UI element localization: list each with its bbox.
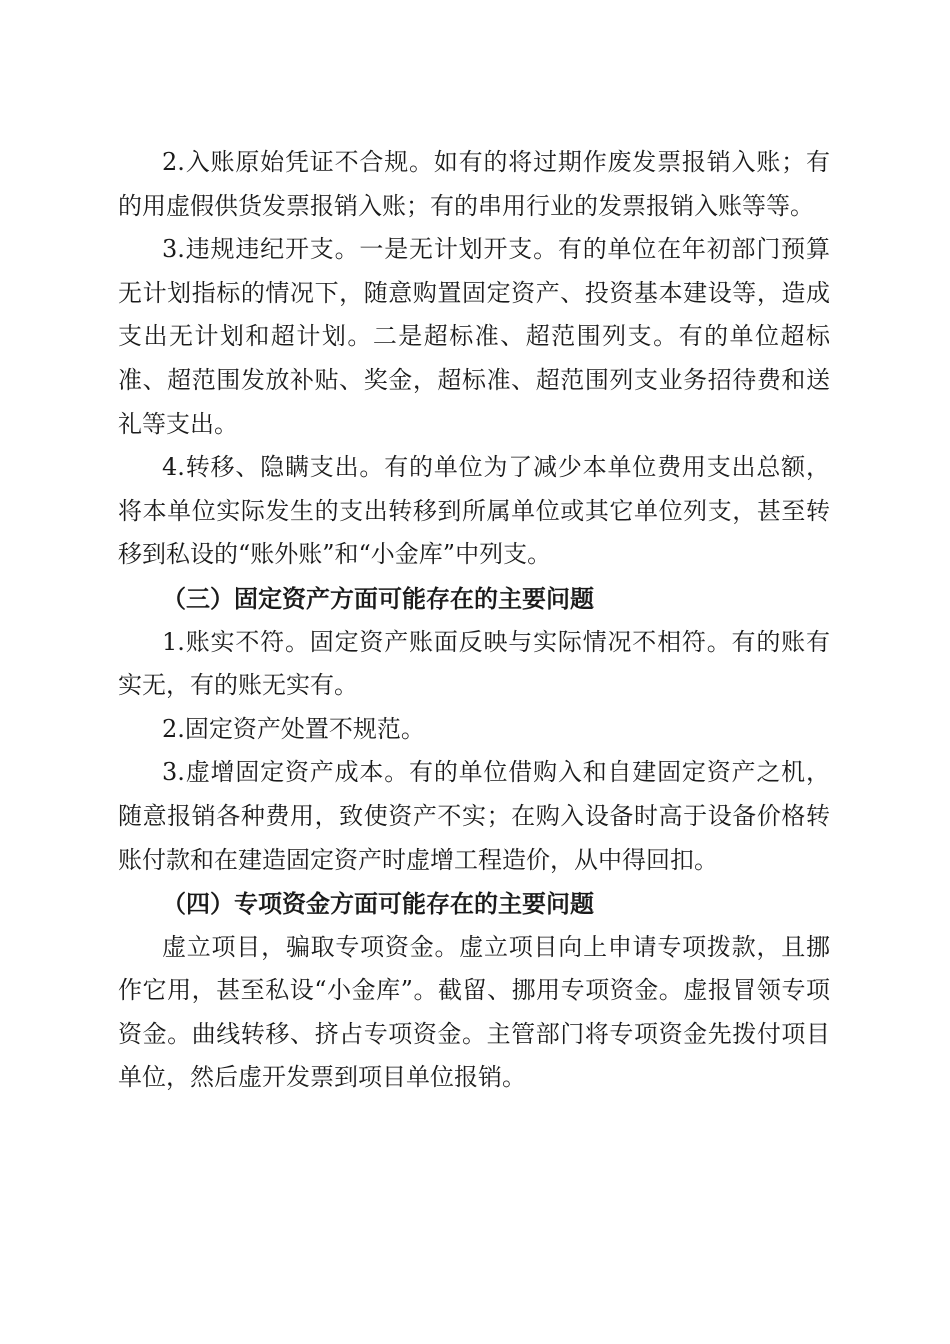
paragraph-invoice-compliance: 2.入账原始凭证不合规。如有的将过期作废发票报销入账；有的用虚假供货发票报销入账；有的串用行业的发票报销入账等等。 bbox=[118, 148, 830, 220]
paragraph-inflated-asset-cost: 3.虚增固定资产成本。有的单位借购入和自建固定资产之机，随意报销各种费用，致使资产不实；在购入设备时高于设备价格转账付款和在建造固定资产时虚增工程造价，从中得回扣。 bbox=[118, 758, 830, 874]
paragraph-irregular-expenditure: 3.违规违纪开支。一是无计划开支。有的单位在年初部门预算无计划指标的情况下，随意购置固定资产、投资基本建设等，造成支出无计划和超计划。二是超标准、超范围列支。有的单位超标准、超范围发放补贴、奖金，超标准、超范围列支业务招待费和送礼等支出。 bbox=[118, 235, 830, 438]
paragraph-transfer-expenditure: 4.转移、隐瞒支出。有的单位为了减少本单位费用支出总额，将本单位实际发生的支出转移到所属单位或其它单位列支，甚至转移到私设的“账外账”和“小金库”中列支。 bbox=[118, 453, 830, 569]
paragraph-special-funds-issues: 虚立项目，骗取专项资金。虚立项目向上申请专项拨款，且挪作它用，甚至私设“小金库”。截留、挪用专项资金。虚报冒领专项资金。曲线转移、挤占专项资金。主管部门将专项资金先拨付项目单位，然后虚开发票到项目单位报销。 bbox=[118, 932, 830, 1092]
section-heading-special-funds: （四）专项资金方面可能存在的主要问题 bbox=[162, 889, 594, 919]
document-page bbox=[118, 141, 830, 1100]
paragraph-account-mismatch: 1.账实不符。固定资产账面反映与实际情况不相符。有的账有实无，有的账无实有。 bbox=[118, 627, 830, 700]
section-heading-fixed-assets: （三）固定资产方面可能存在的主要问题 bbox=[162, 583, 594, 613]
paragraph-asset-disposal: 2.固定资产处置不规范。 bbox=[162, 714, 425, 743]
